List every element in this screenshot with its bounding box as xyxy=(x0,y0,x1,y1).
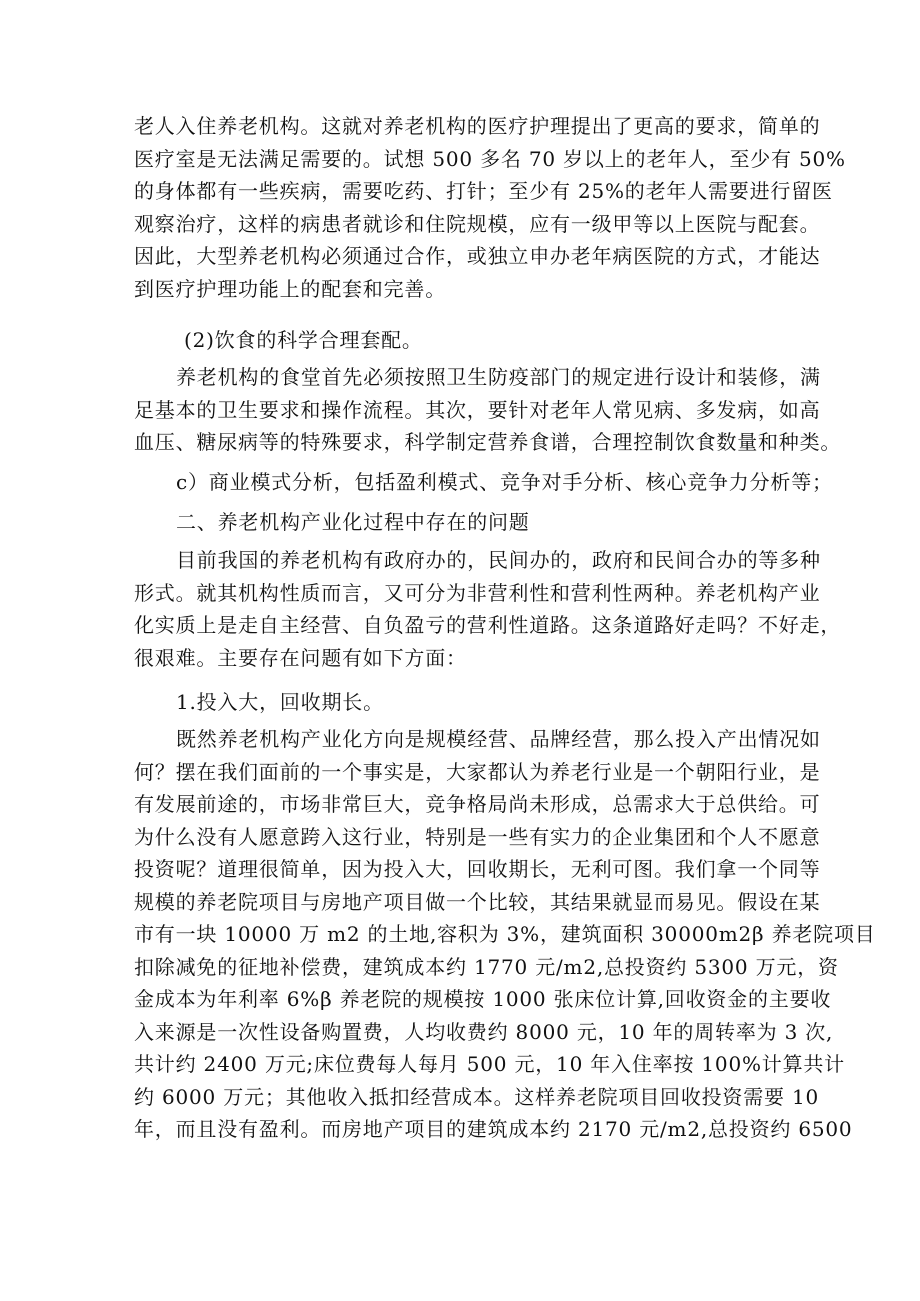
text-line: 既然养老机构产业化方向是规模经营、品牌经营，那么投入产出情况如 xyxy=(176,727,821,751)
text-line: 的身体都有一些疾病，需要吃药、打针；至少有 25%的老年人需要进行留医 xyxy=(134,179,833,203)
text-line: 因此，大型养老机构必须通过合作，或独立申办老年病医院的方式，才能达 xyxy=(134,244,821,268)
text-line: 有发展前途的，市场非常巨大，竞争格局尚未形成，总需求大于总供给。可 xyxy=(134,792,821,816)
text-line: 养老机构的食堂首先必须按照卫生防疫部门的规定进行设计和装修，满 xyxy=(176,365,821,389)
text-line: 1.投入大，回收期长。 xyxy=(176,690,384,714)
text-line: 入来源是一次性设备购置费，人均收费约 8000 元，10 年的周转率为 3 次, xyxy=(134,1019,834,1044)
text-line: 血压、糖尿病等的特殊要求，科学制定营养食谱，合理控制饮食数量和种类。 xyxy=(134,430,842,454)
heading-business-model xyxy=(176,466,866,499)
text-line: 为什么没有人愿意跨入这行业，特别是一些有实力的企业集团和个人不愿意 xyxy=(134,824,821,849)
text-line: 规模的养老院项目与房地产项目做一个比较，其结果就显而易见。假设在某 xyxy=(134,889,821,914)
text-line: 年，而且没有盈利。而房地产项目的建筑成本约 2170 元/m2,总投资约 6500 xyxy=(134,1117,853,1141)
text-line: 目前我国的养老机构有政府办的，民间办的，政府和民间合办的等多种 xyxy=(176,548,821,572)
text-line: 投资呢？道理很简单，因为投入大，回收期长，无利可图。我们拿一个同等 xyxy=(134,857,821,881)
text-line: 医疗室是无法满足需要的。试想 500 多名 70 岁以上的老年人，至少有 50% xyxy=(134,146,846,171)
text-line: 约 6000 万元；其他收入抵扣经营成本。这样养老院项目回收投资需要 10 xyxy=(134,1084,820,1109)
heading-diet xyxy=(184,324,874,357)
paragraph-canteen xyxy=(134,361,842,459)
paragraph-medical-care xyxy=(134,110,846,305)
paragraph-investment-analysis xyxy=(134,723,876,1146)
text-line: c）商业模式分析，包括盈利模式、竞争对手分析、核心竞争力分析等； xyxy=(176,470,833,494)
text-line: (2)饮食的科学合理套配。 xyxy=(184,328,423,352)
text-line: 市有一块 10000 万 m2 的土地,容积为 3%，建筑面积 30000m2β 养老院项目 xyxy=(134,922,876,946)
text-line: 共计约 2400 万元;床位费每人每月 500 元，10 年入住率按 100%计算共计 xyxy=(134,1052,845,1076)
text-line: 形式。就其机构性质而言，又可分为非营利性和营利性两种。养老机构产业 xyxy=(134,580,821,605)
text-line: 足基本的卫生要求和操作流程。其次，要针对老年人常见病、多发病，如高 xyxy=(134,397,821,422)
section-heading-problems xyxy=(176,506,866,539)
text-line: 金成本为年利率 6%β 养老院的规模按 1000 张床位计算,回收资金的主要收 xyxy=(134,987,832,1011)
text-line: 二、养老机构产业化过程中存在的问题 xyxy=(176,510,530,534)
text-line: 很艰难。主要存在问题有如下方面： xyxy=(134,645,467,670)
text-line: 扣除减免的征地补偿费，建筑成本约 1770 元/m2,总投资约 5300 万元，资 xyxy=(134,954,839,979)
text-line: 观察治疗，这样的病患者就诊和住院规模，应有一级甲等以上医院与配套。 xyxy=(134,211,821,236)
paragraph-current-status xyxy=(134,544,842,674)
text-line: 何？摆在我们面前的一个事实是，大家都认为养老行业是一个朝阳行业，是 xyxy=(134,759,821,784)
text-line: 化实质上是走自主经营、自负盈亏的营利性道路。这条道路好走吗？不好走， xyxy=(134,613,842,637)
text-line: 老人入住养老机构。这就对养老机构的医疗护理提出了更高的要求，简单的 xyxy=(134,114,821,138)
text-line: 到医疗护理功能上的配套和完善。 xyxy=(134,276,446,301)
heading-investment xyxy=(176,686,866,719)
